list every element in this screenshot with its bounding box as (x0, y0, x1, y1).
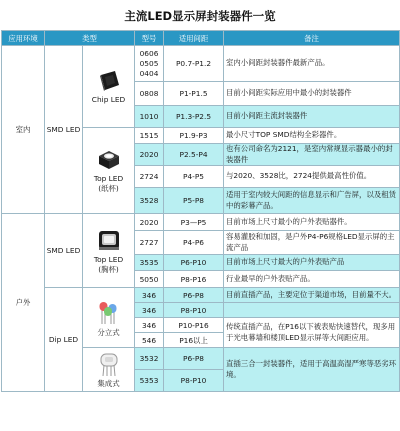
model-cell: 5353 (135, 370, 164, 392)
note-text: 目前市场上尺寸最大的户外表贴产品 (226, 257, 345, 267)
model-value: 0404 (139, 68, 159, 78)
chip-led-icon (97, 69, 121, 93)
note-text: 室内小间距封装器件最新产品。 (226, 58, 330, 68)
note-text: 容易灌胶和加固，是户外P4-P6规格LED显示屏的主流产品 (226, 232, 395, 252)
note-text: 适用于室内较大间距的信息显示和广告屏，以及租赁中的彩幕产品。 (226, 190, 397, 210)
led-table (1, 30, 400, 392)
model-cell: 0808 (135, 82, 164, 106)
pkg-top-cup (83, 128, 135, 214)
pkg-split-label: 分立式 (97, 327, 120, 337)
pkg-integrated-label: 集成式 (97, 378, 120, 388)
model-cell: 5050 (135, 271, 164, 288)
pitch-cell: P6-P8 (164, 348, 224, 370)
header-pitch: 适用间距 (164, 31, 224, 46)
pkg-top-glue-label: Top LED (93, 254, 124, 264)
note-cell (224, 82, 400, 106)
header-env: 应用环境 (2, 31, 45, 46)
model-cell: 346 (135, 288, 164, 303)
model-cell: 3535 (135, 255, 164, 271)
pkg-top-glue (83, 214, 135, 288)
type-smd-indoor: SMD LED (45, 46, 83, 214)
header-type: 类型 (45, 31, 135, 46)
note-cell (224, 106, 400, 128)
header-model: 型号 (135, 31, 164, 46)
top-led-icon (96, 148, 122, 172)
type-smd-outdoor: SMD LED (45, 214, 83, 288)
dip-led-integrated-icon (95, 351, 123, 377)
note-cell (224, 318, 400, 348)
note-text: 目前小间距实际应用中最小的封装器件 (226, 88, 352, 98)
env-outdoor: 户外 (2, 214, 45, 392)
pkg-top-cup-label: Top LED (93, 173, 124, 183)
top-led-glue-icon (96, 227, 122, 253)
model-cell: 2724 (135, 166, 164, 188)
model-cell: 2727 (135, 231, 164, 255)
note-cell (224, 214, 400, 231)
table-row (2, 288, 400, 303)
pitch-cell: P2.5-P4 (164, 144, 224, 166)
pitch-cell: P8-P16 (164, 271, 224, 288)
type-dip: Dip LED (45, 288, 83, 392)
pkg-chip-label: Chip LED (91, 94, 126, 104)
pitch-cell: P1.3-P2.5 (164, 106, 224, 128)
header-note: 备注 (224, 31, 400, 46)
note-text: 目前直插产品，主要定位于渠道市场，目前量不大。 (226, 289, 397, 299)
pitch-cell: P8-P10 (164, 370, 224, 392)
note-cell (224, 128, 400, 144)
table-row (2, 46, 400, 82)
pkg-top-cup-sub: (纸杯) (98, 183, 119, 193)
model-cell: 3532 (135, 348, 164, 370)
note-text: 与2020、3528比，2724提供最高性价值。 (226, 171, 372, 181)
model-cell: 546 (135, 333, 164, 348)
note-cell (224, 46, 400, 82)
pitch-cell: P4-P5 (164, 166, 224, 188)
note-text: 传统直插产品，在P16以下被表贴快速替代，现多用于光电幕墙和楼顶LED显示屏等大间距应用。 (226, 322, 396, 342)
model-cell (135, 46, 164, 82)
pitch-cell: P6-P10 (164, 255, 224, 271)
pitch-cell: P10-P16 (164, 318, 224, 333)
note-cell (224, 271, 400, 288)
dip-led-split-icon (94, 298, 124, 326)
pkg-top-glue-sub: (胸杯) (98, 264, 119, 274)
page-title: 主流LED显示屏封装器件一览 (124, 9, 276, 23)
note-text: 行业最早的户外表贴产品。 (226, 273, 315, 283)
env-indoor: 室内 (2, 46, 45, 214)
model-cell: 1010 (135, 106, 164, 128)
note-cell (224, 188, 400, 214)
note-cell (224, 231, 400, 255)
pitch-cell: P16以上 (164, 333, 224, 348)
model-cell: 1515 (135, 128, 164, 144)
model-cell: 2020 (135, 144, 164, 166)
note-cell (224, 288, 400, 303)
model-cell: 346 (135, 318, 164, 333)
pkg-chip (83, 46, 135, 128)
pitch-cell: P6-P8 (164, 288, 224, 303)
pitch-cell: P3—P5 (164, 214, 224, 231)
pitch-cell: P0.7-P1.2 (164, 46, 224, 82)
pitch-cell: P8-P10 (164, 303, 224, 318)
model-cell: 2020 (135, 214, 164, 231)
pitch-cell: P5-P8 (164, 188, 224, 214)
model-cell: 3528 (135, 188, 164, 214)
note-cell (224, 348, 400, 392)
note-text: 目前市场上尺寸最小的户外表贴器件。 (226, 216, 352, 226)
note-cell (224, 255, 400, 271)
note-text: 也有公司命名为2121，是室内常规显示器最小的封装器件 (226, 144, 393, 164)
pitch-cell: P1-P1.5 (164, 82, 224, 106)
note-cell (224, 303, 400, 318)
note-text: 直插三合一封装器件，适用于高温高湿严寒等恶劣环境。 (226, 359, 397, 379)
pkg-integrated (83, 348, 135, 392)
pitch-cell: P4-P6 (164, 231, 224, 255)
pitch-cell: P1.9-P3 (164, 128, 224, 144)
table-row (2, 214, 400, 231)
model-value: 0606 (139, 48, 159, 58)
model-value: 0505 (139, 58, 159, 68)
model-cell: 346 (135, 303, 164, 318)
header-row (2, 31, 400, 46)
note-cell (224, 166, 400, 188)
note-text: 目前小间距主流封装器件 (226, 111, 308, 121)
note-cell (224, 144, 400, 166)
note-text: 最小尺寸TOP SMD结构全彩器件。 (226, 130, 342, 140)
pkg-split (83, 288, 135, 348)
